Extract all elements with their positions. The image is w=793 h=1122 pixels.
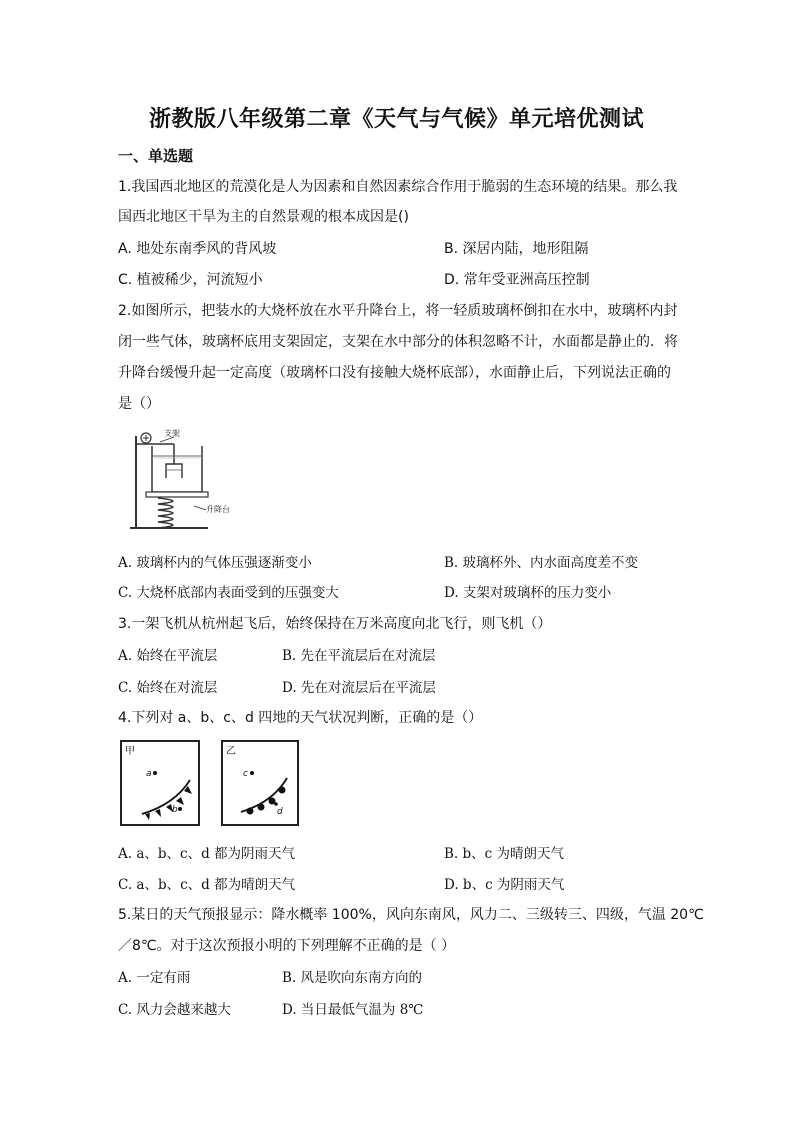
q2-option-b: B. 玻璃杯外、内水面高度差不变 [444, 555, 639, 571]
point-c-label: c [243, 769, 248, 779]
label-platform: 升降台 [206, 505, 230, 514]
q5-option-d: D. 当日最低气温为 8℃ [282, 1002, 424, 1018]
q2-option-c: C. 大烧杯底部内表面受到的压强变大 [118, 585, 339, 601]
q5-option-b: B. 风是吹向东南方向的 [282, 970, 423, 986]
q4-option-a: A. a、b、c、d 都为阴雨天气 [118, 846, 296, 862]
q2-option-d: D. 支架对玻璃杯的压力变小 [444, 585, 612, 601]
label-support: 支架 [164, 429, 180, 438]
q2-stem-line1: 2.如图所示，把装水的大烧杯放在水平升降台上，将一轻质玻璃杯倒扣在水中，玻璃杯内封 [118, 303, 678, 319]
point-a-dot [153, 771, 157, 775]
q5-option-a: A. 一定有雨 [118, 970, 191, 986]
q3-option-a: A. 始终在平流层 [118, 648, 218, 664]
q2-option-a: A. 玻璃杯内的气体压强逐渐变小 [118, 555, 312, 571]
point-d-dot [274, 802, 278, 806]
q1-stem-line1: 1.我国西北地区的荒漠化是人为因素和自然因素综合作用于脆弱的生态环境的结果。那么我 [118, 179, 678, 195]
q2-stem-line2: 闭一些气体，玻璃杯底用支架固定，支架在水中部分的体积忽略不计，水面都是静止的．将 [118, 334, 678, 350]
point-c-dot [250, 771, 254, 775]
point-b-label: b [172, 805, 178, 815]
beaker-apparatus-figure [128, 424, 258, 534]
q4-option-d: D. b、c 为阴雨天气 [444, 877, 565, 893]
q1-option-c: C. 植被稀少，河流短小 [118, 272, 263, 288]
point-a-label: a [146, 769, 152, 779]
q1-option-d: D. 常年受亚洲高压控制 [444, 272, 590, 288]
q1-option-b: B. 深居内陆，地形阻隔 [444, 241, 589, 257]
section-heading: 一、单选题 [118, 147, 194, 165]
point-d-label: d [277, 807, 283, 817]
q1-option-a: A. 地处东南季风的背风坡 [118, 241, 277, 257]
q4-stem-line1: 4.下列对 a、b、c、d 四地的天气状况判断，正确的是（） [118, 710, 483, 726]
weather-map-jia-figure [120, 740, 200, 826]
q1-stem-line2: 国西北地区干旱为主的自然景观的根本成因是() [118, 209, 409, 225]
point-b-dot [178, 807, 182, 811]
q3-option-b: B. 先在平流层后在对流层 [282, 648, 436, 664]
q3-option-c: C. 始终在对流层 [118, 680, 218, 696]
page-title: 浙教版八年级第二章《天气与气候》单元培优测试 [148, 107, 644, 132]
weather-map-yi-figure [221, 740, 299, 826]
q3-stem-line1: 3.一架飞机从杭州起飞后，始终保持在万米高度向北飞行，则飞机（） [118, 616, 552, 632]
q5-stem-line1: 5.某日的天气预报显示：降水概率 100%，风向东南风，风力二、三级转三、四级，气温 20℃ [118, 907, 704, 923]
q5-stem-line2: ／8℃。对于这次预报小明的下列理解不正确的是（ ） [118, 938, 456, 954]
map-label-yi: 乙 [226, 746, 236, 757]
q5-option-c: C. 风力会越来越大 [118, 1002, 231, 1018]
q4-option-c: C. a、b、c、d 都为晴朗天气 [118, 877, 296, 893]
q2-stem-line4: 是（） [118, 396, 160, 412]
map-label-jia: 甲 [125, 746, 135, 757]
q3-option-d: D. 先在对流层后在平流层 [282, 680, 436, 696]
q4-option-b: B. b、c 为晴朗天气 [444, 846, 564, 862]
q2-stem-line3: 升降台缓慢升起一定高度（玻璃杯口没有接触大烧杯底部），水面静止后，下列说法正确的 [118, 365, 671, 381]
